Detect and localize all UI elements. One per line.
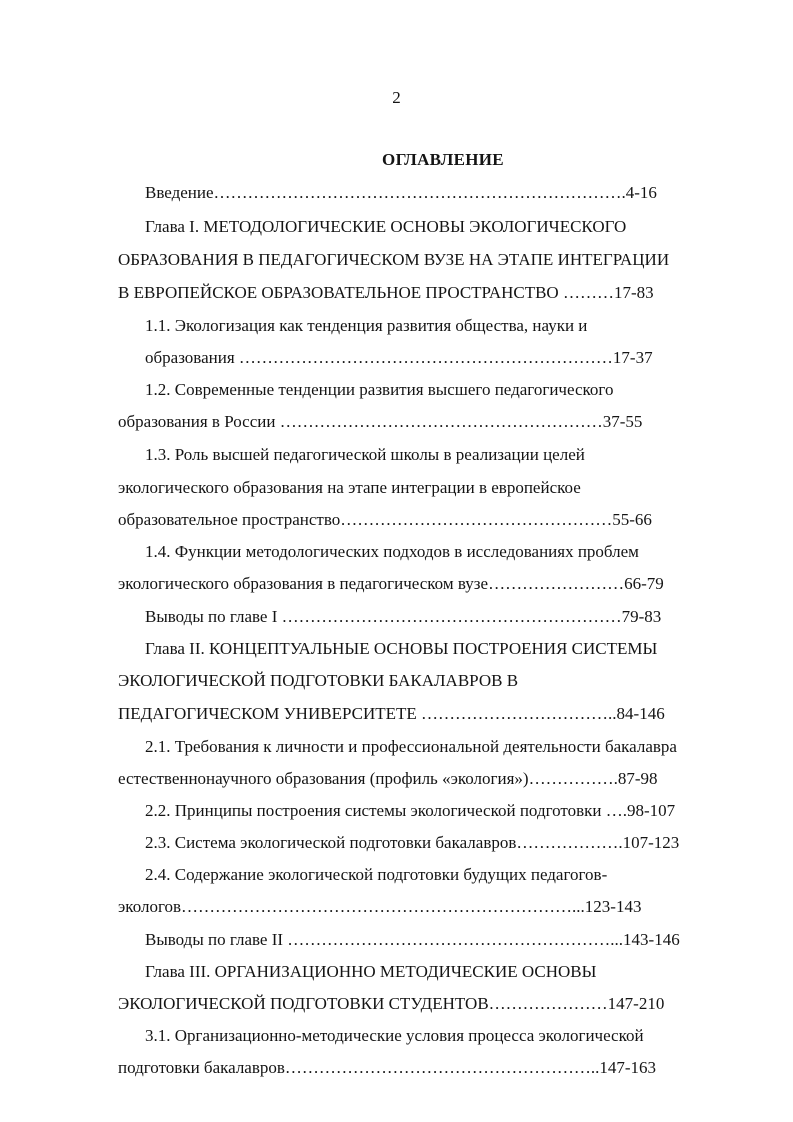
toc-line-conclusions-2: Выводы по главе II …………………………………………………...143-146	[145, 930, 680, 949]
toc-line-chapter-2-a: Глава II. КОНЦЕПТУАЛЬНЫЕ ОСНОВЫ ПОСТРОЕНИЯ СИСТЕМЫ	[145, 639, 658, 658]
toc-line-2-1-a: 2.1. Требования к личности и профессиональной деятельности бакалавра	[145, 737, 677, 756]
toc-line-3-1-b: подготовки бакалавров………………………………………………..147-163	[118, 1058, 657, 1077]
toc-line-1-3-c: образовательное пространство…………………………………………55-66	[118, 510, 652, 529]
toc-line-chapter-1-a: Глава I. МЕТОДОЛОГИЧЕСКИЕ ОСНОВЫ ЭКОЛОГИЧЕСКОГО	[145, 217, 627, 236]
toc-line-2-2: 2.2. Принципы построения системы экологической подготовки ….98-107	[145, 801, 676, 820]
toc-line-1-4-b: экологического образования в педагогическом вузе……………………66-79	[118, 574, 664, 593]
toc-line-2-4-a: 2.4. Содержание экологической подготовки будущих педагогов-	[145, 865, 608, 884]
toc-line-chapter-3-a: Глава III. ОРГАНИЗАЦИОННО МЕТОДИЧЕСКИЕ ОСНОВЫ	[145, 962, 597, 981]
toc-line-1-1-a: 1.1. Экологизация как тенденция развития общества, науки и	[145, 316, 588, 335]
toc-line-1-3-b: экологического образования на этапе интеграции в европейское	[118, 478, 581, 497]
toc-line-1-2-a: 1.2. Современные тенденции развития высшего педагогического	[145, 380, 614, 399]
toc-line-introduction: Введение……………………………………………………………….4-16	[145, 183, 657, 202]
page-number: 2	[392, 88, 401, 107]
toc-line-conclusions-1: Выводы по главе I ……………………………………………………79-83	[145, 607, 662, 626]
toc-title: ОГЛАВЛЕНИЕ	[382, 150, 504, 169]
toc-line-1-4-a: 1.4. Функции методологических подходов в исследованиях проблем	[145, 542, 639, 561]
toc-line-2-3: 2.3. Система экологической подготовки бакалавров……………….107-123	[145, 833, 680, 852]
toc-line-3-1-a: 3.1. Организационно-методические условия процесса экологической	[145, 1026, 644, 1045]
toc-line-2-4-b: экологов……………………………………………………………...123-143	[118, 897, 642, 916]
toc-line-1-3-a: 1.3. Роль высшей педагогической школы в реализации целей	[145, 445, 585, 464]
toc-line-chapter-2-b: ЭКОЛОГИЧЕСКОЙ ПОДГОТОВКИ БАКАЛАВРОВ В	[118, 671, 519, 690]
toc-line-chapter-1-b: ОБРАЗОВАНИЯ В ПЕДАГОГИЧЕСКОМ ВУЗЕ НА ЭТАПЕ ИНТЕГРАЦИИ	[118, 250, 670, 269]
toc-line-1-1-b: образования …………………………………………………………17-37	[145, 348, 653, 367]
toc-line-chapter-3-b: ЭКОЛОГИЧЕСКОЙ ПОДГОТОВКИ СТУДЕНТОВ…………………147-210	[118, 994, 665, 1013]
toc-line-1-2-b: образования в России …………………………………………………37-55	[118, 412, 643, 431]
toc-line-chapter-2-c: ПЕДАГОГИЧЕСКОМ УНИВЕРСИТЕТЕ ……………………………..84-146	[118, 704, 665, 723]
toc-line-chapter-1-c: В ЕВРОПЕЙСКОЕ ОБРАЗОВАТЕЛЬНОЕ ПРОСТРАНСТВО ………17-83	[118, 283, 654, 302]
toc-line-2-1-b: естественнонаучного образования (профиль «экология»)…………….87-98	[118, 769, 658, 788]
